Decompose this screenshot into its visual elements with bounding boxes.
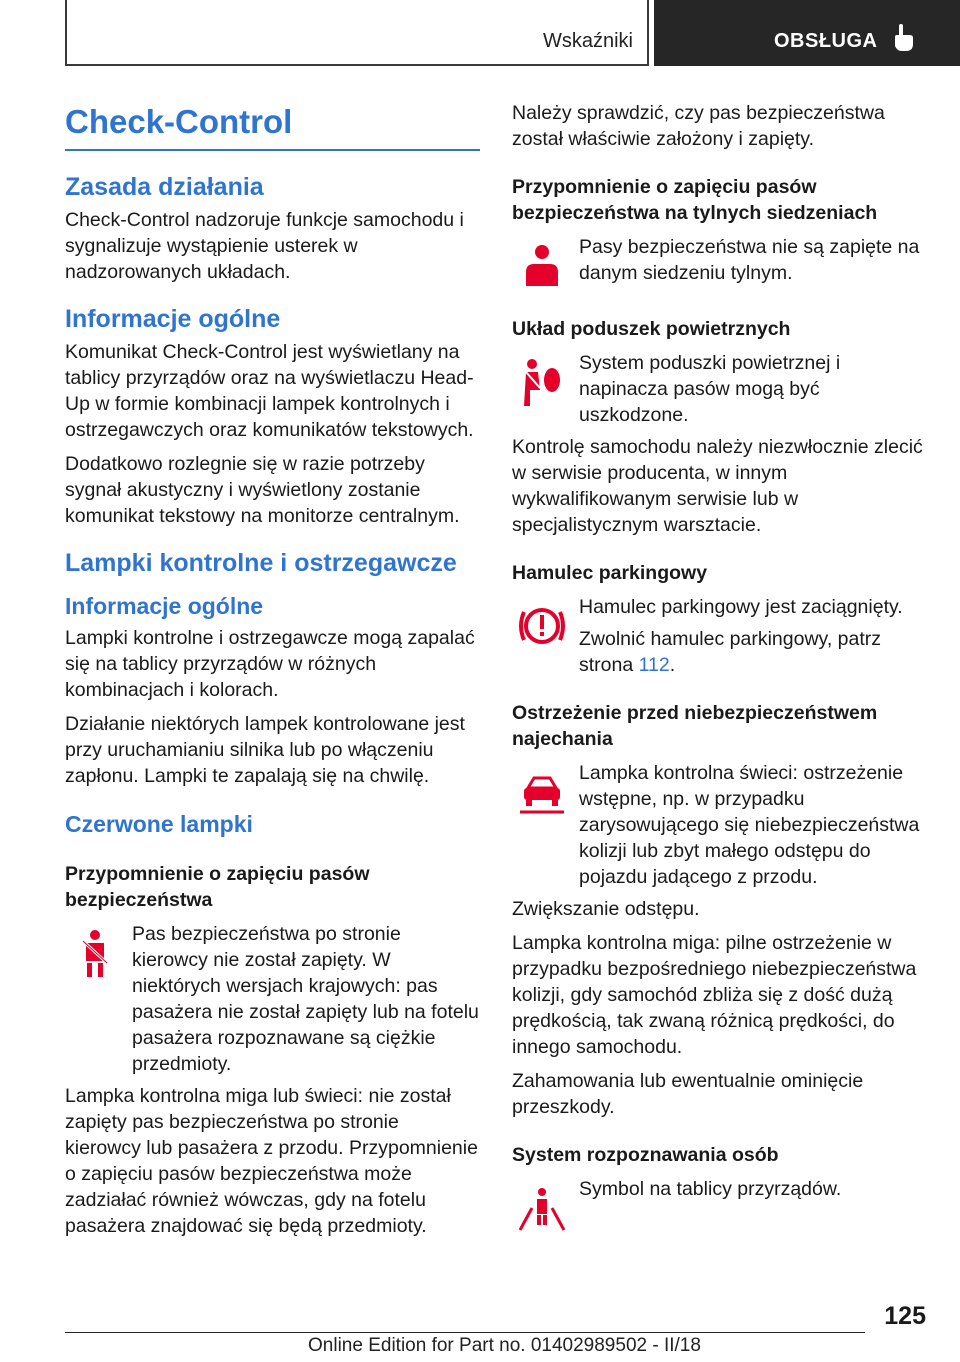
pasy-p1: Pas bezpieczeństwa po stronie kierowcy nie został zapięty. W niektórych wersjach krajowych: pas pasażera nie został zapięty lub na fotelu pasażera rozpoznawane są ciężkie przedmioty.	[132, 923, 479, 1075]
person-detection-icon	[516, 1182, 568, 1234]
header-section-label: Wskaźniki	[542, 30, 633, 52]
heading-osoby: System rozpoznawania osób	[512, 1144, 779, 1166]
rear-seat-belt-icon	[516, 240, 568, 292]
page-link-112[interactable]: 112	[638, 654, 670, 676]
ostrz-p1: Lampka kontrolna świeci: ostrzeżenie wstępne, np. w przypadku zarysowującego się niebezpieczeństwa kolizji lub zbyt małego odstępu do pojazdu jadącego z przodu.	[579, 762, 920, 888]
heading-czerwone: Czerwone lampki	[65, 811, 253, 837]
right-intro: Należy sprawdzić, czy pas bezpieczeństwa został właściwie założony i zapięty.	[512, 102, 885, 150]
info-p2: Dodatkowo rozlegnie się w razie potrzeby sygnał akustyczny i wyświetlony zostanie komunikat tekstowy na monitorze centralnym.	[65, 453, 460, 527]
ostrz-block	[512, 760, 930, 890]
airbag-p1: System poduszki powietrznej i napinacza pasów mogą być uszkodzone.	[579, 352, 841, 426]
ostrz-p4: Zahamowania lub ewentualnie ominięcie przeszkody.	[512, 1070, 864, 1118]
collision-warning-icon	[516, 766, 568, 818]
airbag-block	[512, 350, 930, 538]
zasada-text: Check-Control nadzoruje funkcje samochodu i sygnalizuje wystąpienie usterek w nadzorowanych układach.	[65, 209, 464, 283]
heading-lampki-info: Informacje ogólne	[65, 593, 264, 619]
pasy-block	[65, 921, 480, 1077]
pasy-p2: Lampka kontrolna miga lub świeci: nie został zapięty pas bezpieczeństwa po stronie kierowcy lub pasażera z przodu. Przypomnienie o zapięciu pasów bezpieczeństwa może zadziałać również wówczas, gdy na fotelu pasażera znajdować się będą przedmioty.	[65, 1085, 478, 1237]
airbag-p2-start: Kontrolę samochodu należy niezwłocznie zlecić w serwisie producenta, w innym wykwalifikowanym serwisie lub w specjalistycznym warsztacie.	[512, 436, 923, 536]
heading-lampki: Lampki kontrolne i ostrzegawcze	[65, 549, 457, 577]
page-number: 125	[884, 1302, 926, 1330]
info-p1: Komunikat Check-Control jest wyświetlany na tablicy przyrządów oraz na wyświetlaczu Head-Up w formie kombinacji lampek kontrolnych i ostrzegawczych oraz komunikatów tekstowych.	[65, 341, 474, 441]
lampki-p2: Działanie niektórych lampek kontrolowane jest przy uruchamianiu silnika lub po włączeniu zapłonu. Lampki te zapalają się na chwilę.	[65, 713, 465, 787]
osoby-text: Symbol na tablicy przyrządów.	[579, 1178, 842, 1200]
page-title: Check-Control	[65, 100, 480, 151]
footer-divider	[65, 1332, 865, 1333]
ostrz-p3: Lampka kontrolna miga: pilne ostrzeżenie w przypadku bezpośredniego niebezpieczeństwa kolizji, gdy samochód zbliża się z dość dużą prędkością, tak zwaną różnicą prędkości, do innego samochodu.	[512, 932, 917, 1058]
hamulec-p2-text: Zwolnić hamulec parkingowy, patrz strona	[579, 628, 882, 676]
heading-tylne: Przypomnienie o zapięciu pasów bezpieczeństwa na tylnych siedzeniach	[512, 176, 878, 224]
heading-airbag: Układ poduszek powietrznych	[512, 318, 791, 340]
footer-edition: Online Edition for Part no. 01402989502 - II/18	[308, 1335, 701, 1356]
seatbelt-warning-icon	[69, 927, 121, 979]
right-column	[512, 100, 930, 1236]
parking-brake-icon	[516, 600, 568, 652]
osoby-block	[512, 1176, 930, 1236]
hand-pointer-icon	[892, 24, 914, 52]
header-section-box	[65, 0, 649, 66]
heading-zasada: Zasada działania	[65, 173, 264, 201]
ostrz-p2: Zwiększanie odstępu.	[512, 898, 700, 920]
heading-pasy: Przypomnienie o zapięciu pasów bezpieczeństwa	[65, 863, 370, 911]
heading-hamulec: Hamulec parkingowy	[512, 562, 708, 584]
header-chapter-tab	[654, 0, 960, 66]
hamulec-p2: Zwolnić hamulec parkingowy, patrz strona 112.	[579, 628, 882, 676]
header-chapter-label: OBSŁUGA	[774, 30, 878, 52]
hamulec-p1: Hamulec parkingowy jest zaciągnięty.	[579, 596, 903, 618]
airbag-icon	[516, 356, 568, 408]
tylne-block	[512, 234, 930, 294]
heading-ostrz: Ostrzeżenie przed niebezpieczeństwem najechania	[512, 702, 878, 750]
lampki-p1: Lampki kontrolne i ostrzegawcze mogą zapalać się na tablicy przyrządów w różnych kombinacjach i kolorach.	[65, 627, 475, 701]
tylne-text: Pasy bezpieczeństwa nie są zapięte na danym siedzeniu tylnym.	[579, 236, 920, 284]
left-column	[65, 100, 480, 1247]
hamulec-block	[512, 594, 930, 678]
heading-info: Informacje ogólne	[65, 305, 281, 333]
